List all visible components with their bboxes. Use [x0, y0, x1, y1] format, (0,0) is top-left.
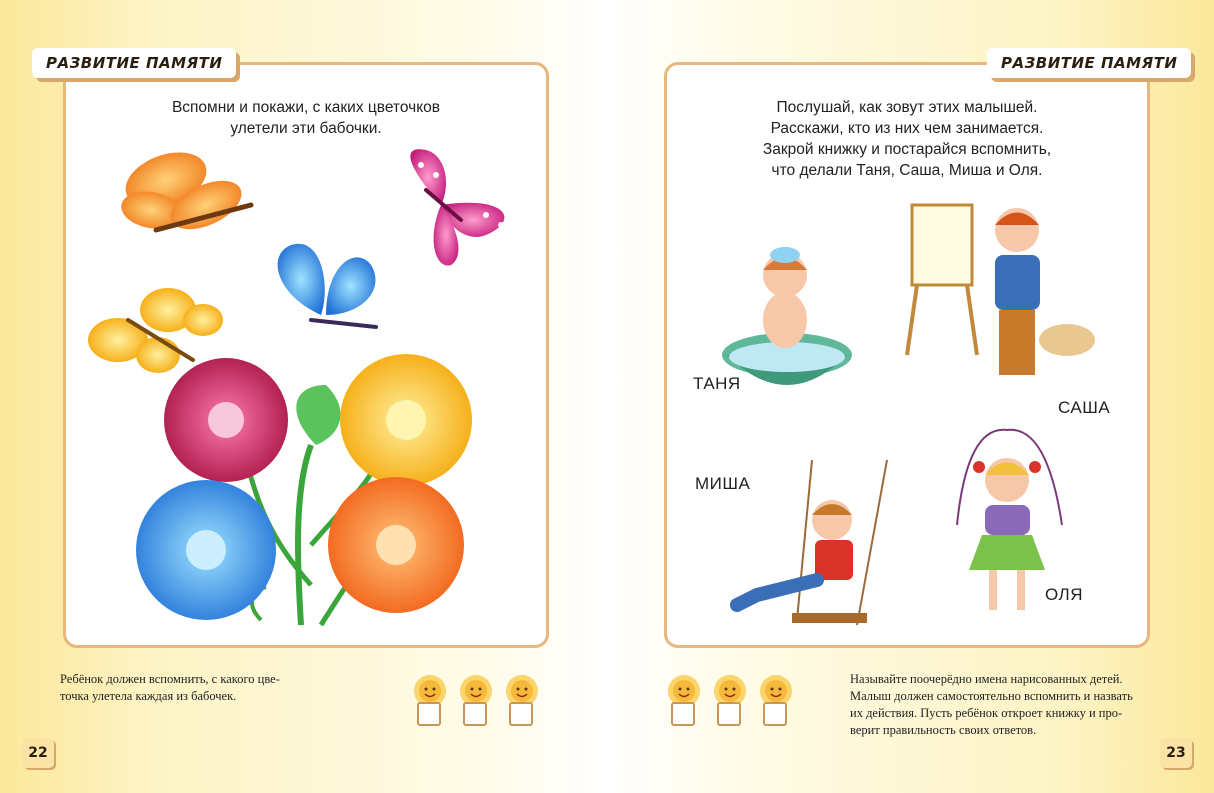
right-panel	[664, 62, 1150, 648]
flower-icon	[328, 477, 464, 613]
tanya-bathing-figure	[722, 247, 852, 385]
parent-note: Называйте поочерёдно имена нарисованных детей. Малыш должен самостоятельно вспомнить и назвать их действия. Пусть ребёнок откроет книжку и про- верит правильность своих ответов.	[850, 672, 1133, 737]
butterfly-icon	[278, 244, 376, 327]
butterfly-icon	[410, 149, 504, 265]
butterfly-icon	[88, 288, 223, 373]
checkbox[interactable]	[763, 702, 787, 726]
page-number: 22	[22, 738, 54, 768]
children-illustration	[667, 65, 1147, 645]
checkbox[interactable]	[671, 702, 695, 726]
page-number: 23	[1160, 738, 1192, 768]
difficulty-checkboxes	[665, 674, 795, 732]
checkbox[interactable]	[509, 702, 533, 726]
name-label-sasha: САША	[1058, 398, 1111, 417]
section-tag: РАЗВИТИЕ ПАМЯТИ	[987, 48, 1191, 78]
section-tag: РАЗВИТИЕ ПАМЯТИ	[32, 48, 236, 78]
checkbox[interactable]	[717, 702, 741, 726]
checkbox[interactable]	[463, 702, 487, 726]
olya-jumprope-figure	[957, 430, 1062, 610]
right-instruction: Послушай, как зовут этих малышей. Расскажи, кто из них чем занимается. Закрой книжку и постарайся вспомнить, что делали Таня, Саша, Миша и Оля.	[762, 99, 1052, 179]
left-panel	[63, 62, 549, 648]
flower-icon	[164, 358, 288, 482]
name-label-olya: ОЛЯ	[1045, 585, 1083, 604]
name-label-tanya: ТАНЯ	[693, 374, 741, 393]
parent-note: Ребёнок должен вспомнить, с какого цве- точка улетела каждая из бабочек.	[60, 672, 280, 703]
butterflies-flowers-illustration	[66, 65, 546, 645]
right-page	[607, 0, 1214, 793]
butterfly-icon	[118, 142, 251, 239]
checkbox[interactable]	[417, 702, 441, 726]
flower-icon	[136, 480, 276, 620]
difficulty-checkboxes	[411, 674, 541, 732]
flower-icon	[340, 354, 472, 486]
misha-swing-figure	[737, 460, 887, 625]
name-label-misha: МИША	[695, 474, 751, 493]
left-instruction: Вспомни и покажи, с каких цветочков улетели эти бабочки.	[171, 99, 441, 137]
sasha-painting-figure	[907, 205, 1095, 375]
